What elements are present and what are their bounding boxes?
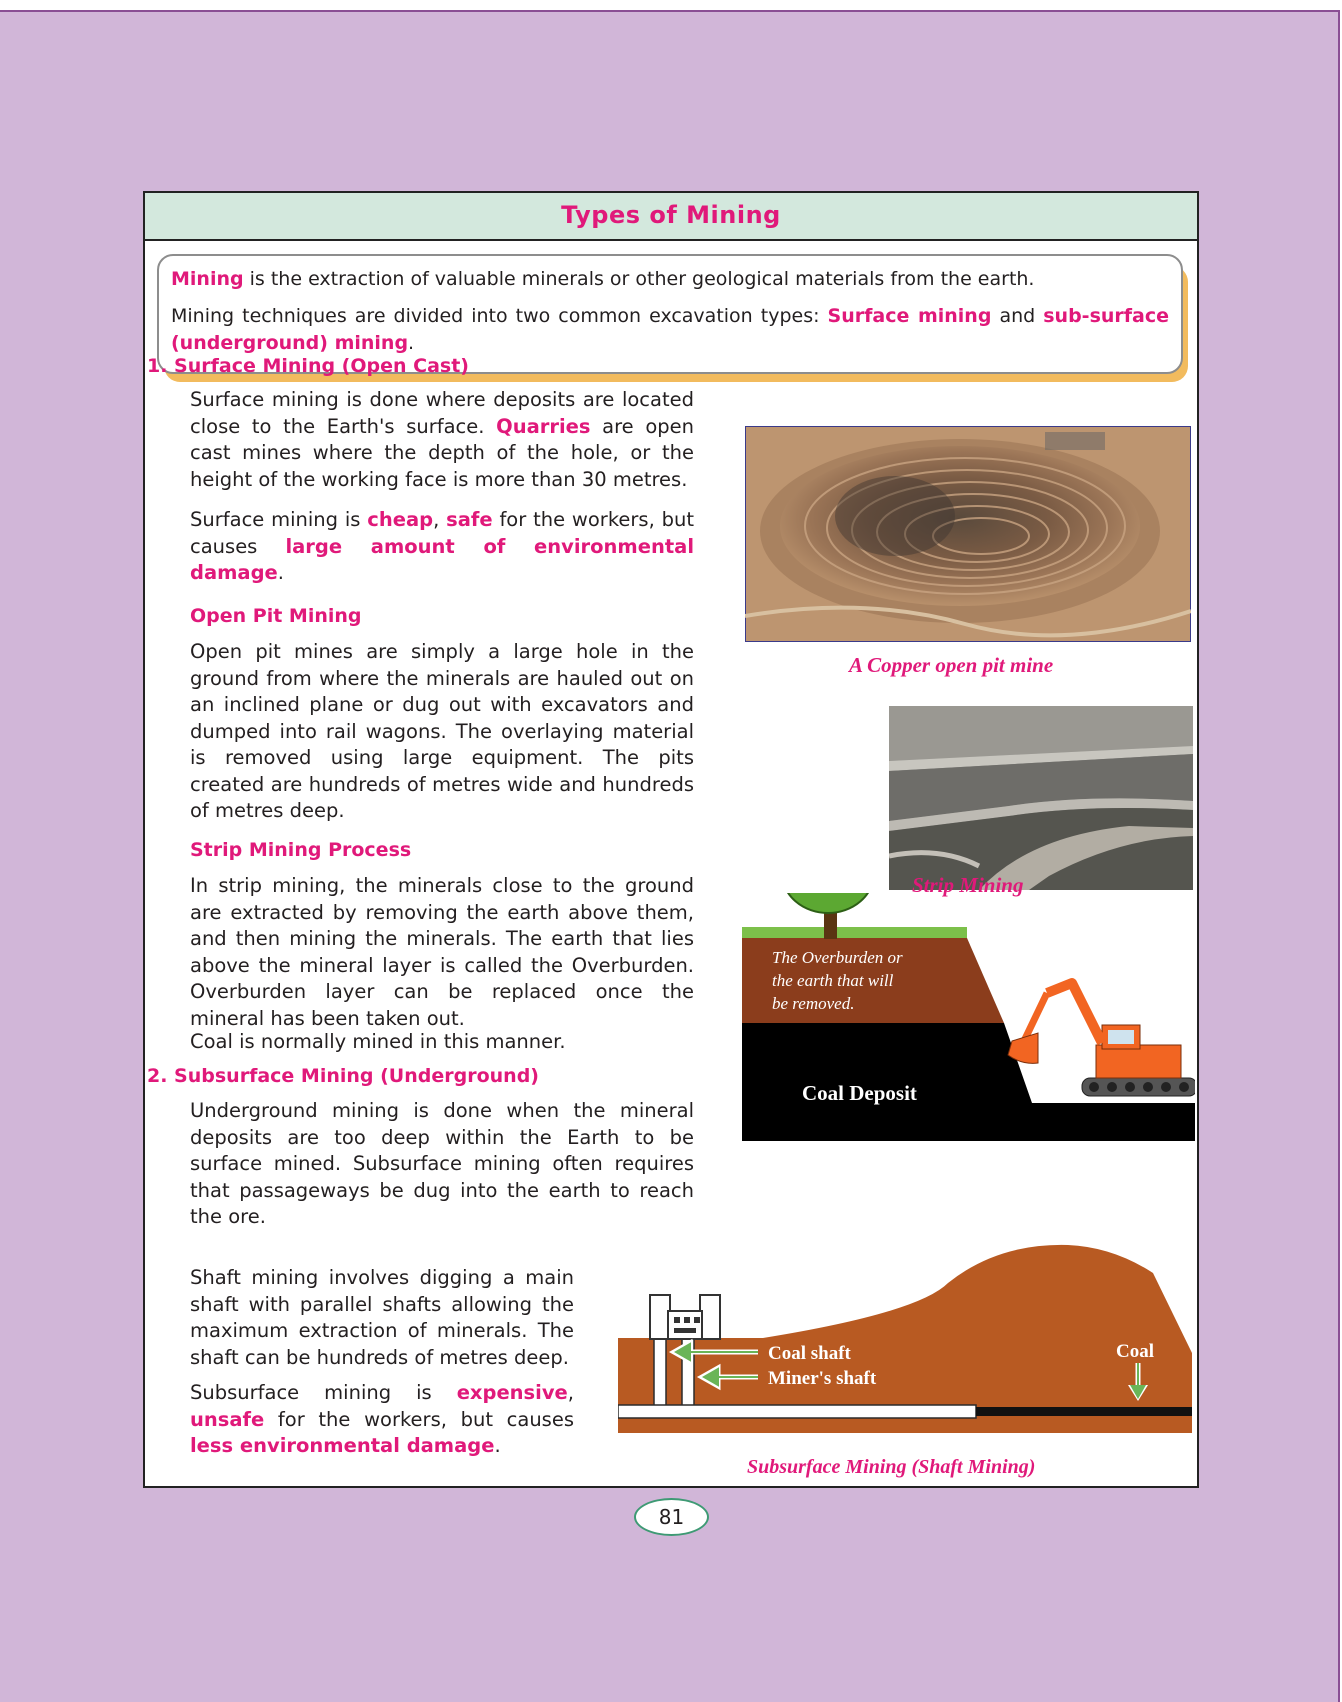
intro-paragraph-1 [171, 266, 1169, 293]
intro-paragraph-2 [171, 303, 1169, 357]
miners-shaft-label: Miner's shaft [768, 1368, 877, 1389]
intro-text: Mining techniques are divided into two common excavation types: [171, 305, 828, 327]
headframe-icon [650, 1295, 720, 1339]
body-text: Surface mining is done where deposits are located close to the Earth's surface. [190, 388, 694, 438]
section-1-paragraph-1 [190, 387, 694, 493]
horizontal-tunnel [618, 1405, 976, 1418]
term-expensive: expensive [456, 1381, 568, 1404]
term-less-environmental-damage: less environmental damage [190, 1434, 495, 1457]
page-number: 81 [634, 1498, 709, 1536]
section-2-paragraph-3 [190, 1380, 574, 1460]
coal-seam [976, 1407, 1192, 1416]
overburden-label-line-3: be removed. [772, 994, 855, 1013]
copper-mine-caption: A Copper open pit mine [849, 653, 1054, 677]
term-subsurface-mining: sub-surface (underground) mining [171, 305, 1170, 354]
section-2-heading: 2. Subsurface Mining (Underground) [147, 1065, 539, 1087]
open-pit-heading: Open Pit Mining [190, 605, 362, 627]
strip-mining-photo [889, 706, 1193, 890]
intro-text: . [408, 332, 415, 354]
section-2-paragraph-1: Underground mining is done when the mineral deposits are too deep within the Earth to be surface mined. Subsurface mining often requires that passageways be dug into the earth to reach the ore. [190, 1099, 694, 1228]
term-unsafe: unsafe [190, 1407, 265, 1431]
page-title: Types of Mining [561, 201, 781, 229]
copper-open-pit-photo [745, 426, 1191, 642]
body-text: Subsurface mining is [190, 1381, 457, 1404]
term-quarries: Quarries [496, 414, 591, 438]
body-text: are open cast mines where the depth of the hole, or the height of the working face is more than 30 metres. [190, 414, 694, 491]
subsurface-mining-diagram [618, 1233, 1198, 1433]
strip-mining-heading: Strip Mining Process [190, 839, 412, 861]
coal-shaft [654, 1339, 666, 1407]
coal-text: Coal is normally mined in this manner. [190, 1030, 566, 1053]
section-1-heading: 1. Surface Mining (Open Cast) [147, 355, 469, 377]
term-mining: Mining [171, 268, 244, 290]
section-1-paragraph-2 [190, 507, 694, 587]
body-text: , [433, 508, 447, 531]
coal-label: Coal [1116, 1341, 1154, 1362]
body-text: Surface mining is [190, 508, 368, 531]
term-safe: safe [446, 508, 493, 531]
overburden-label-line-1: The Overburden or [772, 948, 903, 967]
section-2-paragraph-2: Shaft mining involves digging a main shaft with parallel shafts allowing the maximum extraction of minerals. The shaft can be hundreds of metres deep. [190, 1266, 574, 1369]
open-pit-text: Open pit mines are simply a large hole in the ground from where the minerals are hauled out on an inclined plane or dug out with excavators and dumped into rail wagons. The overlaying material is removed using large equipment. The pits created are hundreds of metres wide and hundreds of metres deep. [190, 640, 694, 822]
strip-mining-text: In strip mining, the minerals close to the ground are extracted by removing the earth above them, and then mining the minerals. The earth that lies above the mineral layer is called the Overburden. Overburden layer can be replaced once the mineral has been taken out. [190, 874, 694, 1030]
term-environmental-damage: large amount of environmental damage [190, 534, 695, 584]
body-text: for the workers, but causes [190, 508, 694, 558]
term-cheap: cheap [367, 508, 434, 531]
intro-text: and [991, 305, 1044, 327]
overburden-label-line-2: the earth that will [772, 971, 894, 990]
subsurface-caption: Subsurface Mining (Shaft Mining) [747, 1456, 1036, 1478]
content-frame [143, 191, 1199, 1488]
title-bar [145, 193, 1197, 241]
body-text: , [567, 1381, 574, 1404]
coal-deposit-label: Coal Deposit [802, 1081, 917, 1105]
coal-shaft-label: Coal shaft [768, 1343, 851, 1364]
intro-text: is the extraction of valuable minerals or other geological materials from the earth. [243, 268, 1035, 290]
body-text: . [494, 1434, 501, 1457]
strip-mining-diagram [742, 893, 1195, 1141]
body-text: . [277, 561, 284, 584]
term-surface-mining: Surface mining [827, 305, 992, 327]
strip-mining-caption: Strip Mining [912, 873, 1024, 897]
body-text: for the workers, but causes [264, 1407, 574, 1431]
